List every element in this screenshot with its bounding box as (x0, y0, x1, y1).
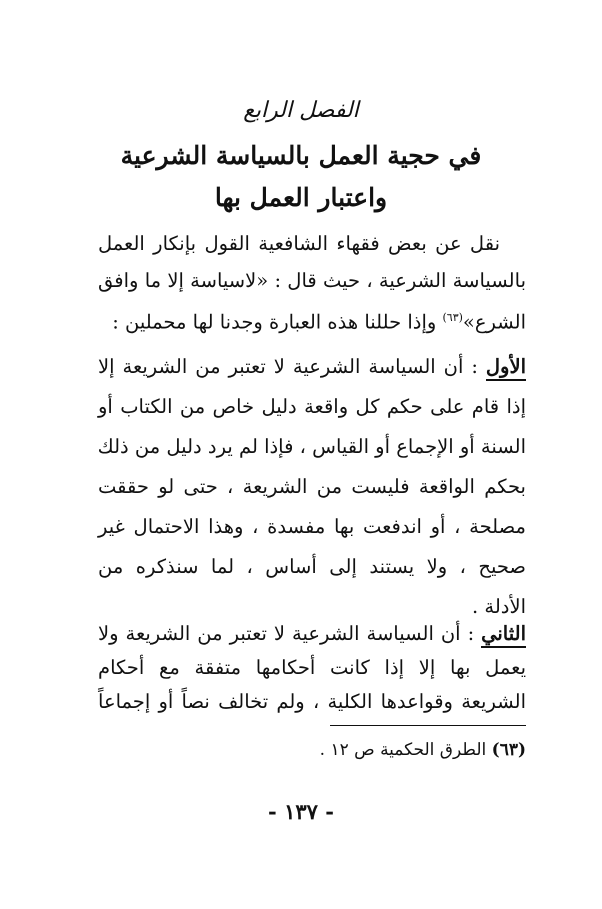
footnote-divider (330, 725, 526, 726)
first-line-2: إذا قام على حكم كل واقعة دليل خاص من الكتاب أو (98, 395, 526, 418)
footnote-number: (٦٣) (491, 740, 526, 760)
second-meaning-paragraph (98, 617, 526, 719)
footnote-text: الطرق الحكمية ص ١٢ . (319, 740, 492, 760)
intro-line-3 (98, 299, 526, 341)
second-meaning-term: الثاني (481, 622, 526, 648)
second-line-1-text: : أن السياسة الشرعية لا تعتبر من الشريعة ولا (98, 622, 482, 645)
chapter-title-line-1: في حجية العمل بالسياسة الشرعية (120, 141, 482, 170)
second-line-1 (98, 617, 526, 651)
intro-line-3-end: وإذا حللنا هذه العبارة وجدنا لها محملين : (112, 310, 443, 334)
first-line-3: السنة أو الإجماع أو القياس ، فإذا لم يرد دليل من ذلك (97, 435, 526, 458)
chapter-label: الفصل الرابع (243, 98, 359, 123)
first-line-4: بحكم الواقعة فليست من الشريعة ، حتى لو حققت (98, 475, 526, 498)
first-meaning-paragraph (98, 347, 526, 627)
second-line-2: يعمل بها إلا إذا كانت أحكامها متفقة مع أحكام (98, 656, 526, 679)
first-line-1-text: : أن السياسة الشرعية لا تعتبر من الشريعة إلا (98, 355, 486, 378)
footnote (320, 737, 526, 763)
intro-line-3-start: الشرع» (462, 310, 526, 334)
footnote-reference: (٦٣) (442, 311, 463, 324)
chapter-title-line-2: واعتبار العمل بها (214, 183, 388, 212)
first-line-5: مصلحة ، أو اندفعت بها مفسدة ، وهذا الاحتمال غير (98, 515, 526, 538)
intro-paragraph (98, 225, 526, 341)
second-line-3: الشريعة وقواعدها الكلية ، ولم تخالف نصاً أو إجماعاً (98, 690, 526, 713)
first-line-6: صحيح ، ولا يستند إلى أساس ، لما سنذكره من (98, 555, 526, 578)
first-line-7: الأدلة . (471, 595, 526, 618)
first-meaning-term: الأول (486, 355, 526, 381)
intro-line-2: بالسياسة الشرعية ، حيث قال : «لاسياسة إلا ما وافق (98, 269, 526, 292)
page-number: - ١٣٧ - (268, 799, 334, 824)
first-line-1 (98, 347, 526, 387)
intro-line-1: نقل عن بعض فقهاء الشافعية القول بإنكار العمل (98, 232, 500, 255)
